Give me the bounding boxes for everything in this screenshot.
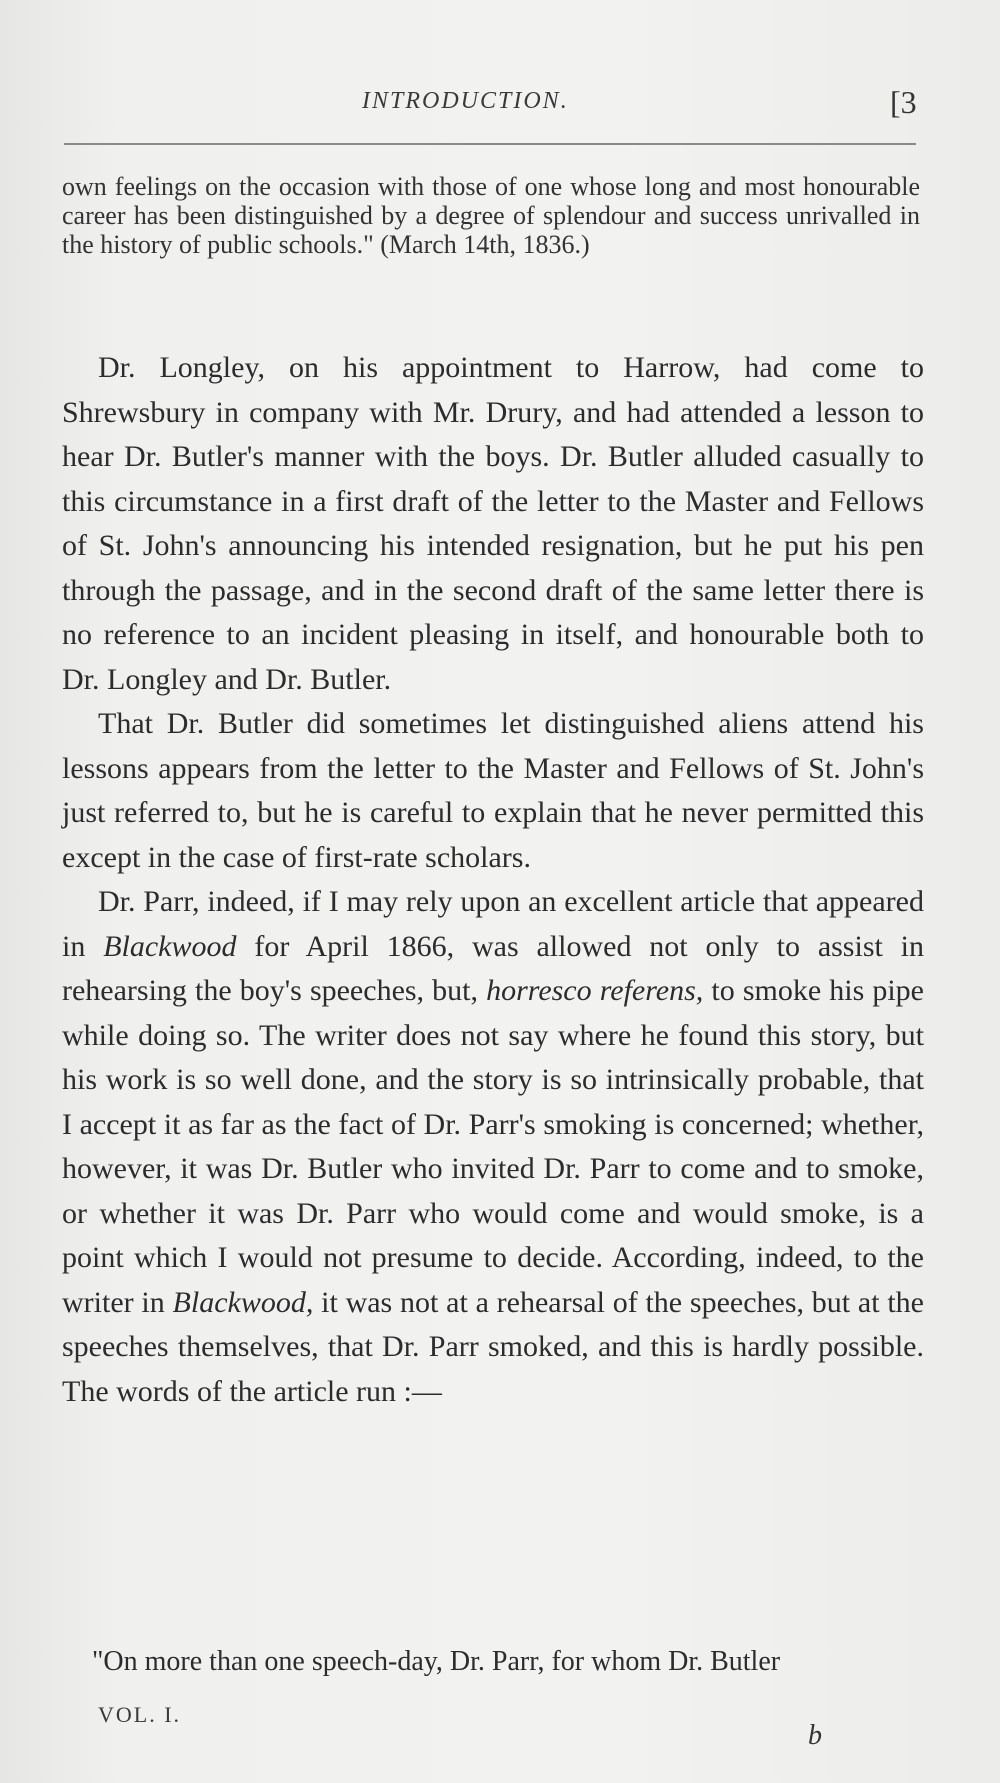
paragraph-aliens: That Dr. Butler did sometimes let distinguished aliens attend his lessons appears from the letter to the Master and Fellows of St. John's just referred to, but he is careful to explain that he never permitted this except in the case of first-rate scholars.	[62, 707, 924, 874]
italic-blackwood-2: Blackwood,	[172, 1285, 314, 1319]
paragraph-parr-part2: for April 1866, was allowed not only to assist in rehearsing the boy's speeches, but,	[62, 929, 925, 1007]
final-quote-text: "On more than one speech-day, Dr. Parr, for whom Dr. Butler	[92, 1646, 781, 1677]
running-head-title: INTRODUCTION.	[362, 88, 569, 114]
italic-horresco: horresco referens,	[486, 974, 704, 1007]
quote-continuation	[62, 172, 920, 259]
paragraph-parr-part1: Dr. Parr, indeed, if I may rely upon an excellent article that appeared in	[62, 885, 924, 963]
volume-label: VOL. I.	[98, 1702, 182, 1727]
signature-mark: b	[808, 1720, 822, 1751]
header-rule	[64, 143, 916, 145]
quote-continuation-text: own feelings on the occasion with those of one whose long and most honourable career has been distinguished by a degree of splendour and success unrivalled in the history of public schools." (March 14th, 1836.)	[62, 172, 920, 259]
running-head	[0, 84, 1000, 128]
page-number: [3	[890, 84, 917, 120]
paragraph-longley: Dr. Longley, on his appointment to Harrow, had come to Shrewsbury in company with Mr. Drury, and had attended a lesson to hear Dr. Butler's manner with the boys. Dr. Butler alluded casually to this circumstance in a first draft of the letter to the Master and Fellows of St. John's announcing his intended resignation, but he put his pen through the passage, and in the second draft of the same letter there is no reference to an incident pleasing in itself, and honourable both to Dr. Longley and Dr. Butler.	[62, 351, 924, 696]
final-quote	[92, 1645, 924, 1679]
paragraph-parr	[62, 880, 924, 1414]
italic-blackwood: Blackwood	[103, 929, 237, 963]
paragraph-parr-part3: to smoke his pipe while doing so. The writer does not say where he found this story, but his work is so well done, and the story is so intrinsically probable, that I accept it as far as the fact of Dr. Parr's smoking is concerned; whether, however, it was Dr. Butler who invited Dr. Parr to come and to smoke, or whether it was Dr. Parr who would come and would smoke, is a point which I would not presume to decide. According, indeed, to the writer in	[62, 974, 924, 1319]
body-text	[62, 346, 924, 1414]
paragraph-parr-part4: it was not at a rehearsal of the speeches, but at the speeches themselves, that Dr. Parr smoked, and this is hardly possible. The words of the article run :—	[62, 1285, 924, 1408]
